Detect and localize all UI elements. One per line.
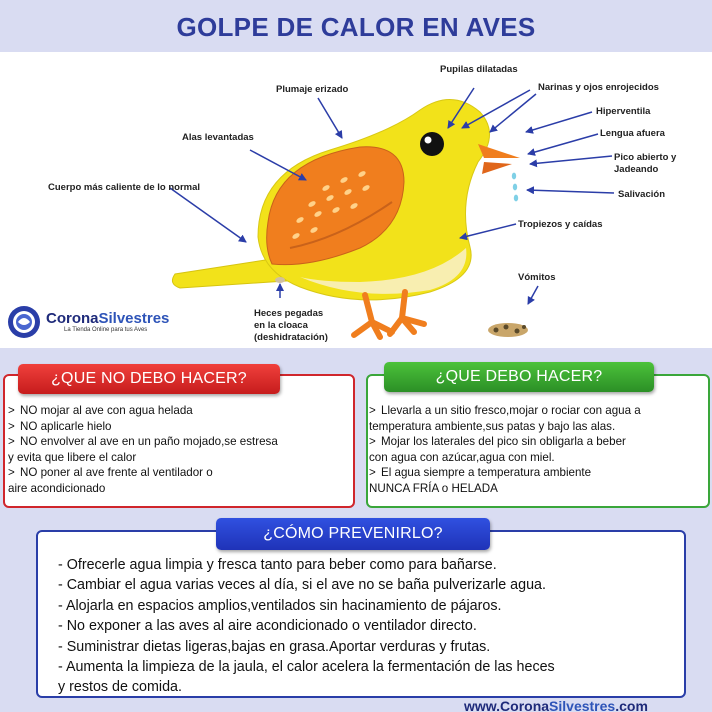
list-item-continuation: NUNCA FRÍA o HELADA	[369, 481, 498, 495]
brand-logo	[6, 302, 196, 342]
label-vomitos: Vómitos	[518, 272, 556, 283]
saliva-drops	[512, 173, 518, 202]
prevenir-list	[58, 555, 686, 698]
list-item: > El agua siempre a temperatura ambiente	[369, 466, 592, 480]
hacer-list	[369, 403, 709, 497]
label-hiperventila: Hiperventila	[596, 106, 651, 117]
label-cuerpo: Cuerpo más caliente de lo normal	[48, 182, 201, 193]
label-alas: Alas levantadas	[182, 132, 254, 143]
label-plumaje: Plumaje erizado	[276, 84, 349, 95]
hacer-heading: ¿QUE DEBO HACER?	[384, 362, 654, 392]
prevenir-heading: ¿CÓMO PREVENIRLO?	[216, 518, 490, 550]
page-title: GOLPE DE CALOR EN AVES	[176, 12, 536, 42]
list-item: > NO poner al ave frente al ventilador o	[8, 466, 213, 480]
label-heces-2: en la cloaca	[254, 320, 308, 331]
list-item-continuation: y evita que libere el calor	[8, 450, 137, 464]
logo-tagline: La Tienda Online para tus Aves	[64, 327, 148, 333]
list-item: - Cambiar el agua varias veces al día, si el ave no se baña pulverizarle agua.	[58, 577, 546, 594]
list-item-continuation: aire acondicionado	[8, 481, 106, 495]
logo-name: CoronaSilvestres	[46, 310, 170, 327]
no-hacer-list	[8, 403, 353, 497]
label-tropiezos: Tropiezos y caídas	[518, 219, 603, 230]
globe-icon	[6, 304, 42, 340]
label-heces-1: Heces pegadas	[254, 308, 324, 319]
bird-beak	[478, 144, 520, 158]
footer-website-link[interactable]: www.CoronaSilvestres.com	[464, 698, 648, 712]
bird-illustration	[0, 52, 712, 348]
label-pico-2: Jadeando	[614, 164, 659, 175]
list-item: - No exponer a las aves al aire acondicionado o ventilador directo.	[58, 618, 477, 635]
label-pico-1: Pico abierto y	[614, 152, 677, 163]
list-item-continuation: y restos de comida.	[58, 679, 182, 696]
header	[0, 0, 712, 52]
vomit-icon	[488, 323, 528, 337]
bird-eye	[420, 132, 444, 156]
list-item-continuation: temperatura ambiente,sus patas y bajo las alas.	[369, 419, 616, 433]
label-salivacion: Salivación	[618, 189, 665, 200]
list-item-continuation: con agua con azúcar,agua con miel.	[369, 450, 555, 464]
list-item: - Alojarla en espacios amplios,ventilados sin hacinamiento de pájaros.	[58, 597, 502, 614]
list-item: - Aumenta la limpieza de la jaula, el calor acelera la fermentación de las heces	[58, 659, 555, 676]
list-item: > NO mojar al ave con agua helada	[8, 404, 193, 417]
label-lengua: Lengua afuera	[600, 128, 665, 139]
list-item: > NO envolver al ave en un paño mojado,se estresa	[8, 435, 278, 449]
label-pupilas: Pupilas dilatadas	[440, 64, 518, 75]
list-item: - Ofrecerle agua limpia y fresca tanto para beber como para bañarse.	[58, 557, 497, 573]
list-item: - Suministrar dietas ligeras,bajas en grasa.Aportar verduras y frutas.	[58, 638, 491, 655]
list-item: > Llevarla a un sitio fresco,mojar o rociar con agua a	[369, 404, 641, 417]
list-item: > NO aplicarle hielo	[8, 419, 112, 433]
no-hacer-heading: ¿QUE NO DEBO HACER?	[18, 364, 280, 394]
label-heces-3: (deshidratación)	[254, 332, 328, 343]
list-item: > Mojar los laterales del pico sin obligarla a beber	[369, 435, 626, 449]
label-narinas: Narinas y ojos enrojecidos	[538, 82, 659, 93]
